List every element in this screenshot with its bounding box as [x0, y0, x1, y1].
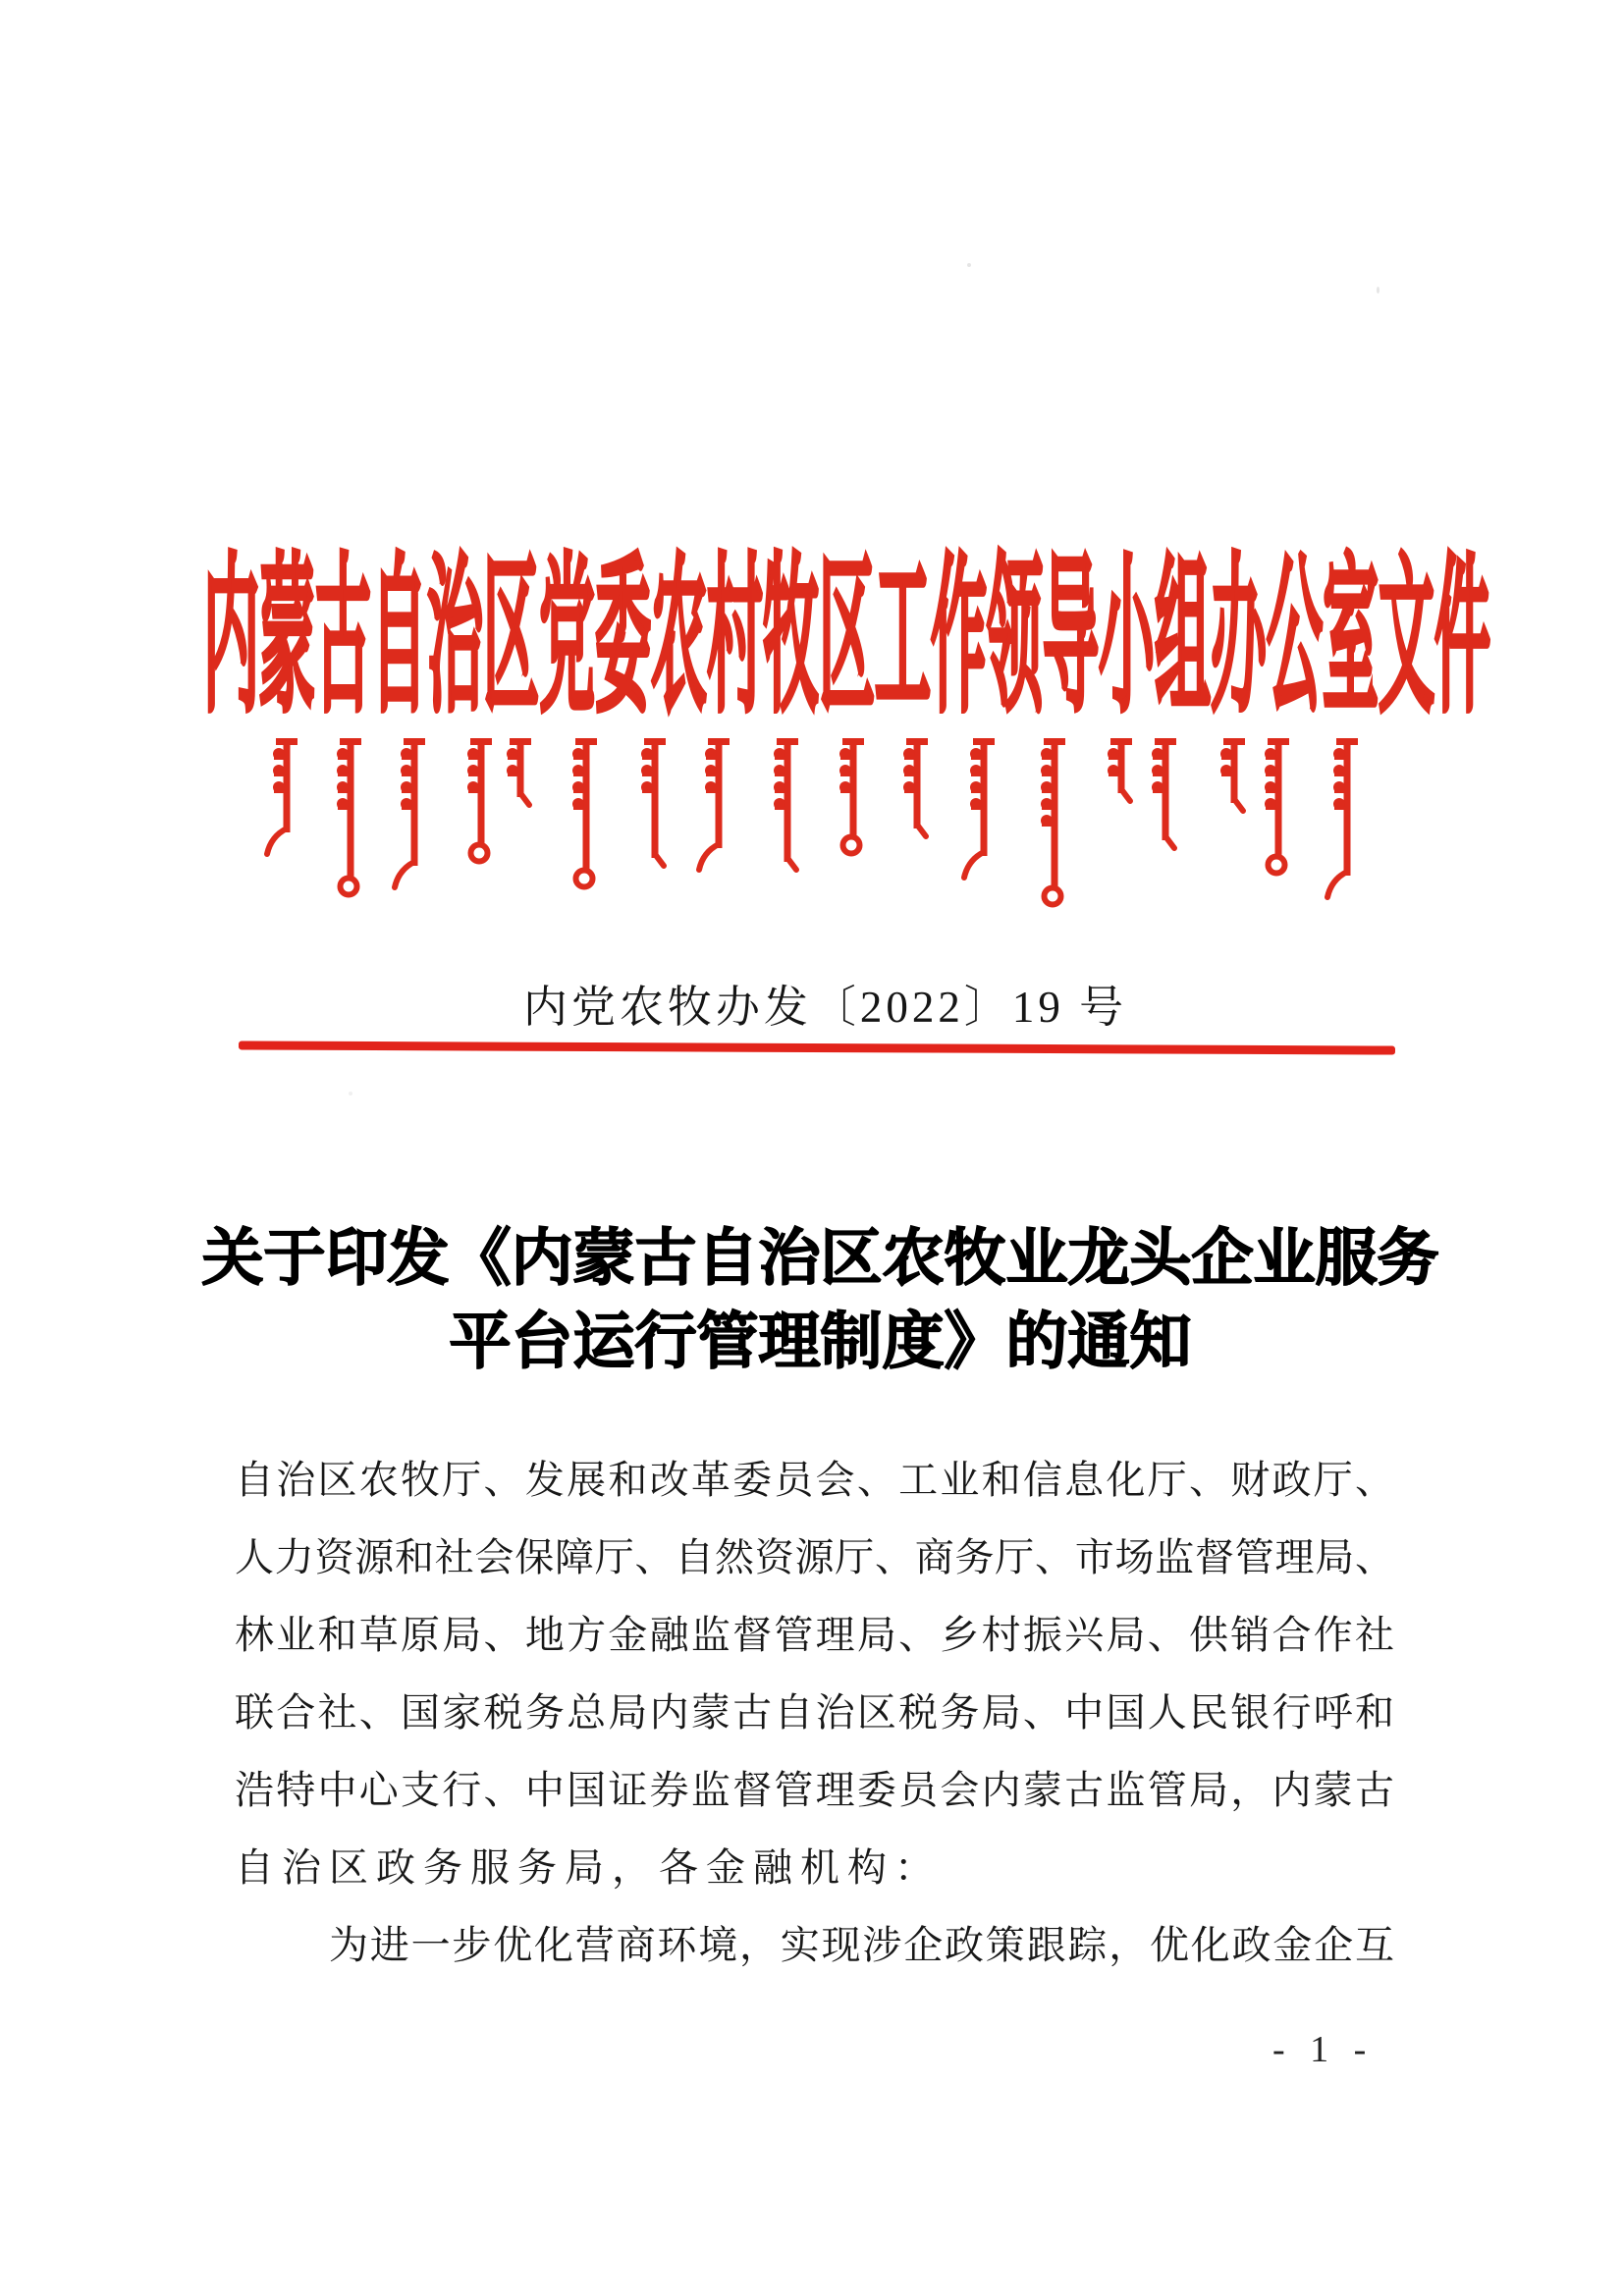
body-line: 为进一步优化营商环境，实现涉企政策跟踪，优化政金企互 — [329, 1923, 1394, 1967]
body-line: 自治区农牧厅、发展和改革委员会、工业和信息化厅、财政厅、 — [235, 1458, 1394, 1502]
red-header-org-title: 内蒙古自治区党委农村牧区工作领导小组办公室文件 — [203, 545, 1490, 734]
body-text — [235, 1441, 1394, 1984]
body-line: 联合社、国家税务总局内蒙古自治区税务局、中国人民银行呼和 — [235, 1690, 1394, 1735]
mongolian-script-icon — [257, 738, 1435, 920]
scan-speck — [967, 263, 971, 267]
notice-title-line1: 关于印发《内蒙古自治区农牧业龙头企业服务 — [201, 1224, 1439, 1293]
notice-title — [0, 1217, 1623, 1384]
body-line: 人力资源和社会保障厅、自然资源厅、商务厅、市场监督管理局、 — [235, 1535, 1394, 1579]
scan-speck — [1377, 287, 1380, 294]
body-line: 浩特中心支行、中国证券监督管理委员会内蒙古监管局，内蒙古 — [235, 1768, 1394, 1812]
body-line: 自治区政务服务局，各金融机构： — [235, 1845, 942, 1890]
scan-speck — [349, 1092, 352, 1095]
body-line: 林业和草原局、地方金融监督管理局、乡村振兴局、供销合作社 — [235, 1613, 1394, 1657]
document-number: 内党农牧办发〔2022〕19 号 — [522, 983, 1128, 1032]
notice-title-line2: 平台运行管理制度》的通知 — [449, 1308, 1192, 1376]
red-divider-line — [239, 1041, 1395, 1054]
page-number: - 1 - — [1272, 2029, 1375, 2070]
